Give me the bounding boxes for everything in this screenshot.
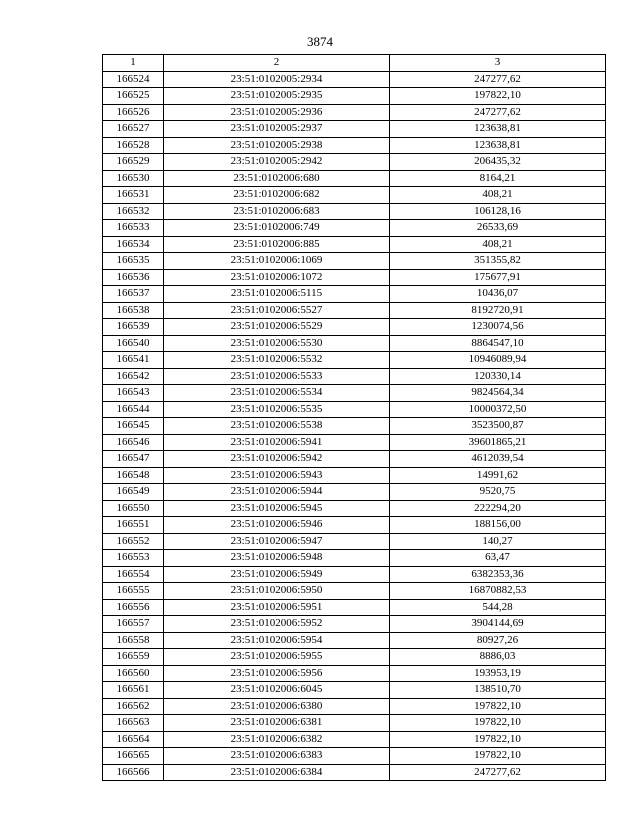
cadastral-number-cell: 23:51:0102006:5942	[164, 451, 390, 468]
value-cell: 120330,14	[390, 368, 606, 385]
table-header-row	[103, 55, 606, 72]
value-cell: 351355,82	[390, 253, 606, 270]
value-cell: 4612039,54	[390, 451, 606, 468]
column-header-2: 2	[164, 55, 390, 72]
row-number-cell: 166548	[103, 467, 164, 484]
cadastral-number-cell: 23:51:0102005:2935	[164, 88, 390, 105]
table-row	[103, 368, 606, 385]
table-row	[103, 104, 606, 121]
row-number-cell: 166545	[103, 418, 164, 435]
value-cell: 247277,62	[390, 104, 606, 121]
value-cell: 247277,62	[390, 764, 606, 781]
value-cell: 140,27	[390, 533, 606, 550]
row-number-cell: 166539	[103, 319, 164, 336]
value-cell: 6382353,36	[390, 566, 606, 583]
row-number-cell: 166525	[103, 88, 164, 105]
row-number-cell: 166563	[103, 715, 164, 732]
value-cell: 63,47	[390, 550, 606, 567]
value-cell: 138510,70	[390, 682, 606, 699]
column-header-1: 1	[103, 55, 164, 72]
cadastral-number-cell: 23:51:0102006:5951	[164, 599, 390, 616]
cadastral-number-cell: 23:51:0102006:5946	[164, 517, 390, 534]
cadastral-number-cell: 23:51:0102006:5955	[164, 649, 390, 666]
table-row	[103, 550, 606, 567]
row-number-cell: 166540	[103, 335, 164, 352]
row-number-cell: 166554	[103, 566, 164, 583]
cadastral-number-cell: 23:51:0102006:5527	[164, 302, 390, 319]
table-row	[103, 665, 606, 682]
cadastral-number-cell: 23:51:0102006:5945	[164, 500, 390, 517]
cadastral-number-cell: 23:51:0102006:6380	[164, 698, 390, 715]
row-number-cell: 166527	[103, 121, 164, 138]
value-cell: 222294,20	[390, 500, 606, 517]
table-row	[103, 401, 606, 418]
row-number-cell: 166526	[103, 104, 164, 121]
cadastral-number-cell: 23:51:0102006:6384	[164, 764, 390, 781]
cadastral-number-cell: 23:51:0102006:5941	[164, 434, 390, 451]
table-row	[103, 220, 606, 237]
table-row	[103, 649, 606, 666]
cadastral-number-cell: 23:51:0102006:5952	[164, 616, 390, 633]
cadastral-number-cell: 23:51:0102006:5115	[164, 286, 390, 303]
table-row	[103, 715, 606, 732]
table-row	[103, 632, 606, 649]
row-number-cell: 166558	[103, 632, 164, 649]
table-row	[103, 137, 606, 154]
table-body	[103, 71, 606, 781]
cadastral-number-cell: 23:51:0102006:5949	[164, 566, 390, 583]
value-cell: 544,28	[390, 599, 606, 616]
value-cell: 8864547,10	[390, 335, 606, 352]
cadastral-number-cell: 23:51:0102006:6045	[164, 682, 390, 699]
row-number-cell: 166550	[103, 500, 164, 517]
table-row	[103, 302, 606, 319]
row-number-cell: 166537	[103, 286, 164, 303]
row-number-cell: 166566	[103, 764, 164, 781]
table-row	[103, 451, 606, 468]
table-row	[103, 88, 606, 105]
value-cell: 106128,16	[390, 203, 606, 220]
cadastral-number-cell: 23:51:0102006:5948	[164, 550, 390, 567]
row-number-cell: 166543	[103, 385, 164, 402]
table-row	[103, 286, 606, 303]
row-number-cell: 166547	[103, 451, 164, 468]
table-row	[103, 484, 606, 501]
row-number-cell: 166531	[103, 187, 164, 204]
cadastral-number-cell: 23:51:0102005:2942	[164, 154, 390, 171]
cadastral-number-cell: 23:51:0102006:5529	[164, 319, 390, 336]
cadastral-number-cell: 23:51:0102006:683	[164, 203, 390, 220]
table-row	[103, 533, 606, 550]
value-cell: 206435,32	[390, 154, 606, 171]
table-row	[103, 170, 606, 187]
row-number-cell: 166530	[103, 170, 164, 187]
row-number-cell: 166538	[103, 302, 164, 319]
value-cell: 197822,10	[390, 88, 606, 105]
row-number-cell: 166552	[103, 533, 164, 550]
table-row	[103, 500, 606, 517]
table-row	[103, 764, 606, 781]
row-number-cell: 166555	[103, 583, 164, 600]
value-cell: 197822,10	[390, 698, 606, 715]
table-row	[103, 385, 606, 402]
value-cell: 9824564,34	[390, 385, 606, 402]
value-cell: 408,21	[390, 187, 606, 204]
value-cell: 197822,10	[390, 731, 606, 748]
row-number-cell: 166564	[103, 731, 164, 748]
row-number-cell: 166561	[103, 682, 164, 699]
table-row	[103, 517, 606, 534]
table-row	[103, 203, 606, 220]
row-number-cell: 166565	[103, 748, 164, 765]
value-cell: 10946089,94	[390, 352, 606, 369]
value-cell: 3523500,87	[390, 418, 606, 435]
value-cell: 197822,10	[390, 748, 606, 765]
row-number-cell: 166532	[103, 203, 164, 220]
value-cell: 26533,69	[390, 220, 606, 237]
row-number-cell: 166542	[103, 368, 164, 385]
value-cell: 10000372,50	[390, 401, 606, 418]
table-row	[103, 236, 606, 253]
row-number-cell: 166524	[103, 71, 164, 88]
table-row	[103, 253, 606, 270]
value-cell: 123638,81	[390, 121, 606, 138]
row-number-cell: 166533	[103, 220, 164, 237]
table-row	[103, 187, 606, 204]
cadastral-number-cell: 23:51:0102005:2934	[164, 71, 390, 88]
cadastral-number-cell: 23:51:0102006:885	[164, 236, 390, 253]
value-cell: 14991,62	[390, 467, 606, 484]
cadastral-number-cell: 23:51:0102006:682	[164, 187, 390, 204]
row-number-cell: 166553	[103, 550, 164, 567]
table-row	[103, 319, 606, 336]
table-row	[103, 71, 606, 88]
table-row	[103, 748, 606, 765]
row-number-cell: 166544	[103, 401, 164, 418]
value-cell: 10436,07	[390, 286, 606, 303]
cadastral-number-cell: 23:51:0102006:5535	[164, 401, 390, 418]
cadastral-number-cell: 23:51:0102006:6381	[164, 715, 390, 732]
cadastral-number-cell: 23:51:0102006:1069	[164, 253, 390, 270]
cadastral-number-cell: 23:51:0102006:5533	[164, 368, 390, 385]
row-number-cell: 166535	[103, 253, 164, 270]
row-number-cell: 166559	[103, 649, 164, 666]
row-number-cell: 166556	[103, 599, 164, 616]
row-number-cell: 166557	[103, 616, 164, 633]
cadastral-number-cell: 23:51:0102006:5956	[164, 665, 390, 682]
row-number-cell: 166560	[103, 665, 164, 682]
cadastral-number-cell: 23:51:0102006:5950	[164, 583, 390, 600]
cadastral-number-cell: 23:51:0102005:2937	[164, 121, 390, 138]
cadastral-number-cell: 23:51:0102006:5532	[164, 352, 390, 369]
value-cell: 1230074,56	[390, 319, 606, 336]
table-row	[103, 599, 606, 616]
cadastral-number-cell: 23:51:0102006:5538	[164, 418, 390, 435]
cadastral-number-cell: 23:51:0102006:1072	[164, 269, 390, 286]
row-number-cell: 166534	[103, 236, 164, 253]
value-cell: 39601865,21	[390, 434, 606, 451]
value-cell: 193953,19	[390, 665, 606, 682]
table-row	[103, 352, 606, 369]
table-row	[103, 616, 606, 633]
table-row	[103, 698, 606, 715]
cadastral-number-cell: 23:51:0102006:5947	[164, 533, 390, 550]
cadastral-number-cell: 23:51:0102006:5943	[164, 467, 390, 484]
cadastral-number-cell: 23:51:0102006:6382	[164, 731, 390, 748]
cadastral-number-cell: 23:51:0102005:2936	[164, 104, 390, 121]
cadastral-number-cell: 23:51:0102006:5534	[164, 385, 390, 402]
table-row	[103, 335, 606, 352]
table-row	[103, 566, 606, 583]
table-row	[103, 682, 606, 699]
data-table	[102, 54, 606, 781]
table-row	[103, 467, 606, 484]
value-cell: 3904144,69	[390, 616, 606, 633]
table-row	[103, 434, 606, 451]
row-number-cell: 166528	[103, 137, 164, 154]
table-row	[103, 269, 606, 286]
row-number-cell: 166549	[103, 484, 164, 501]
cadastral-number-cell: 23:51:0102006:749	[164, 220, 390, 237]
cadastral-number-cell: 23:51:0102006:5530	[164, 335, 390, 352]
cadastral-number-cell: 23:51:0102006:5944	[164, 484, 390, 501]
row-number-cell: 166551	[103, 517, 164, 534]
row-number-cell: 166562	[103, 698, 164, 715]
column-header-3: 3	[390, 55, 606, 72]
row-number-cell: 166541	[103, 352, 164, 369]
table-row	[103, 121, 606, 138]
value-cell: 408,21	[390, 236, 606, 253]
cadastral-number-cell: 23:51:0102006:6383	[164, 748, 390, 765]
row-number-cell: 166546	[103, 434, 164, 451]
value-cell: 16870882,53	[390, 583, 606, 600]
value-cell: 8192720,91	[390, 302, 606, 319]
value-cell: 9520,75	[390, 484, 606, 501]
cadastral-number-cell: 23:51:0102005:2938	[164, 137, 390, 154]
table-row	[103, 583, 606, 600]
table-row	[103, 418, 606, 435]
value-cell: 188156,00	[390, 517, 606, 534]
value-cell: 80927,26	[390, 632, 606, 649]
value-cell: 123638,81	[390, 137, 606, 154]
cadastral-number-cell: 23:51:0102006:680	[164, 170, 390, 187]
table-row	[103, 731, 606, 748]
row-number-cell: 166529	[103, 154, 164, 171]
page-number: 3874	[307, 34, 333, 49]
row-number-cell: 166536	[103, 269, 164, 286]
value-cell: 8164,21	[390, 170, 606, 187]
cadastral-number-cell: 23:51:0102006:5954	[164, 632, 390, 649]
value-cell: 175677,91	[390, 269, 606, 286]
value-cell: 8886,03	[390, 649, 606, 666]
table-row	[103, 154, 606, 171]
value-cell: 197822,10	[390, 715, 606, 732]
value-cell: 247277,62	[390, 71, 606, 88]
